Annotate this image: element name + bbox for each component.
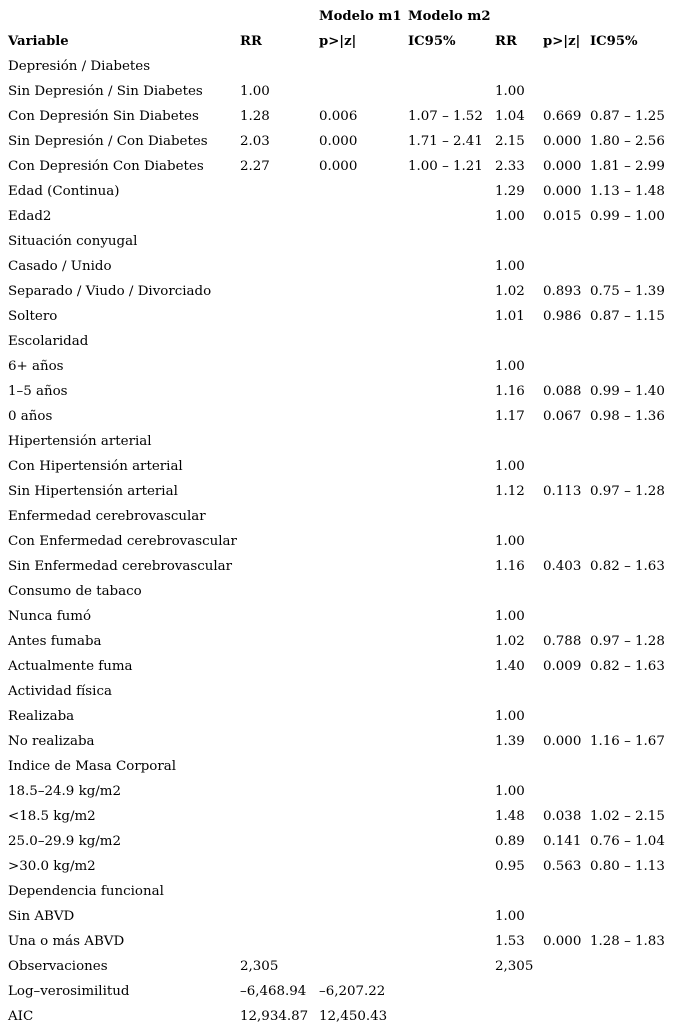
cell-rr-m2: 1.29 — [495, 184, 525, 199]
cell-rr-m2: 1.40 — [495, 659, 525, 674]
cell-ci-m2: 1.13 – 1.48 — [590, 184, 665, 199]
table-row — [0, 554, 677, 579]
cell-rr-m1: 2.27 — [240, 159, 270, 174]
model-header-row — [0, 4, 677, 29]
cell-p-m2: 0.000 — [543, 184, 582, 199]
cell-p-m2: 0.015 — [543, 209, 582, 224]
cell-ci-m2: 1.80 – 2.56 — [590, 134, 665, 149]
table-row — [0, 854, 677, 879]
cell-ci-m1: 1.71 – 2.41 — [408, 134, 483, 149]
cell-rr-m1: 2.03 — [240, 134, 270, 149]
cell-variable: Sin Enfermedad cerebrovascular — [8, 559, 233, 574]
cell-variable: Una o más ABVD — [8, 934, 125, 949]
cell-variable: Situación conyugal — [8, 234, 138, 249]
cell-rr-m2: 1.00 — [495, 609, 525, 624]
cell-p-m2: 0.141 — [543, 834, 582, 849]
cell-variable: Dependencia funcional — [8, 884, 164, 899]
table-row — [0, 354, 677, 379]
table-row — [0, 529, 677, 554]
col-p-m1: p>|z| — [319, 34, 357, 49]
table-row — [0, 929, 677, 954]
table-row — [0, 279, 677, 304]
cell-variable: 18.5–24.9 kg/m2 — [8, 784, 121, 799]
cell-rr-m2: 1.04 — [495, 109, 525, 124]
cell-p-m1: –6,207.22 — [319, 984, 386, 999]
table-row — [0, 879, 677, 904]
col-rr-m1: RR — [240, 34, 262, 49]
cell-variable: Consumo de tabaco — [8, 584, 142, 599]
cell-p-m2: 0.067 — [543, 409, 582, 424]
cell-ci-m2: 0.99 – 1.00 — [590, 209, 665, 224]
cell-ci-m2: 0.75 – 1.39 — [590, 284, 665, 299]
cell-rr-m2: 1.39 — [495, 734, 525, 749]
cell-p-m1: 12,450.43 — [319, 1009, 388, 1024]
table-row — [0, 829, 677, 854]
cell-ci-m2: 0.76 – 1.04 — [590, 834, 665, 849]
cell-rr-m2: 1.53 — [495, 934, 525, 949]
cell-variable: Con Depresión Con Diabetes — [8, 159, 204, 174]
cell-ci-m2: 0.87 – 1.15 — [590, 309, 665, 324]
table-row — [0, 1004, 677, 1029]
cell-p-m2: 0.000 — [543, 134, 582, 149]
cell-ci-m2: 0.98 – 1.36 — [590, 409, 665, 424]
cell-rr-m2: 1.00 — [495, 534, 525, 549]
cell-variable: Observaciones — [8, 959, 108, 974]
cell-variable: Indice de Masa Corporal — [8, 759, 177, 774]
cell-rr-m2: 1.00 — [495, 709, 525, 724]
cell-rr-m2: 1.02 — [495, 284, 525, 299]
table-row — [0, 754, 677, 779]
model-m2-label: Modelo m2 — [408, 9, 491, 24]
table-row — [0, 304, 677, 329]
table-row — [0, 329, 677, 354]
cell-variable: Con Hipertensión arterial — [8, 459, 183, 474]
table-row — [0, 954, 677, 979]
cell-variable: Separado / Viudo / Divorciado — [8, 284, 212, 299]
table-row — [0, 604, 677, 629]
cell-rr-m2: 2.33 — [495, 159, 525, 174]
cell-ci-m2: 0.97 – 1.28 — [590, 634, 665, 649]
cell-p-m2: 0.088 — [543, 384, 582, 399]
table-row — [0, 404, 677, 429]
cell-rr-m2: 1.02 — [495, 634, 525, 649]
cell-ci-m2: 0.97 – 1.28 — [590, 484, 665, 499]
table-row — [0, 454, 677, 479]
cell-variable: <18.5 kg/m2 — [8, 809, 96, 824]
table-row — [0, 979, 677, 1004]
table-row — [0, 429, 677, 454]
cell-p-m2: 0.038 — [543, 809, 582, 824]
col-p-m2: p>|z| — [543, 34, 581, 49]
table-row — [0, 704, 677, 729]
cell-rr-m2: 1.48 — [495, 809, 525, 824]
cell-rr-m2: 2.15 — [495, 134, 525, 149]
cell-rr-m2: 1.00 — [495, 84, 525, 99]
cell-variable: Soltero — [8, 309, 58, 324]
cell-ci-m2: 0.80 – 1.13 — [590, 859, 665, 874]
table-row — [0, 479, 677, 504]
table-row — [0, 629, 677, 654]
cell-p-m2: 0.403 — [543, 559, 582, 574]
cell-ci-m2: 0.87 – 1.25 — [590, 109, 665, 124]
table-row — [0, 904, 677, 929]
cell-variable: Sin Depresión / Sin Diabetes — [8, 84, 203, 99]
cell-rr-m2: 1.16 — [495, 384, 525, 399]
cell-rr-m2: 1.00 — [495, 259, 525, 274]
column-header-row — [0, 29, 677, 54]
cell-ci-m1: 1.07 – 1.52 — [408, 109, 483, 124]
cell-variable: Actualmente fuma — [8, 659, 133, 674]
cell-variable: Depresión / Diabetes — [8, 59, 151, 74]
table-row — [0, 804, 677, 829]
cell-rr-m1: 2,305 — [240, 959, 279, 974]
col-rr-m2: RR — [495, 34, 517, 49]
table-row — [0, 504, 677, 529]
cell-ci-m2: 0.82 – 1.63 — [590, 659, 665, 674]
cell-p-m2: 0.009 — [543, 659, 582, 674]
cell-ci-m2: 1.16 – 1.67 — [590, 734, 665, 749]
cell-ci-m2: 1.28 – 1.83 — [590, 934, 665, 949]
col-ci-m1: IC95% — [408, 34, 456, 49]
cell-rr-m2: 1.00 — [495, 459, 525, 474]
cell-variable: Realizaba — [8, 709, 75, 724]
cell-ci-m2: 1.81 – 2.99 — [590, 159, 665, 174]
table-row — [0, 779, 677, 804]
table-row — [0, 204, 677, 229]
cell-ci-m2: 0.82 – 1.63 — [590, 559, 665, 574]
cell-rr-m2: 1.12 — [495, 484, 525, 499]
cell-variable: No realizaba — [8, 734, 95, 749]
table-row — [0, 179, 677, 204]
cell-variable: 1–5 años — [8, 384, 68, 399]
cell-p-m2: 0.000 — [543, 734, 582, 749]
cell-rr-m2: 1.17 — [495, 409, 525, 424]
model-m1-label: Modelo m1 — [319, 9, 402, 24]
cell-p-m2: 0.000 — [543, 934, 582, 949]
cell-variable: 0 años — [8, 409, 53, 424]
table-row — [0, 579, 677, 604]
cell-p-m2: 0.669 — [543, 109, 582, 124]
cell-variable: Nunca fumó — [8, 609, 92, 624]
table-row — [0, 679, 677, 704]
cell-rr-m1: –6,468.94 — [240, 984, 307, 999]
table-row — [0, 129, 677, 154]
cell-variable: Enfermedad cerebrovascular — [8, 509, 206, 524]
table-row — [0, 229, 677, 254]
table-row — [0, 379, 677, 404]
cell-variable: Sin Depresión / Con Diabetes — [8, 134, 208, 149]
table-row — [0, 54, 677, 79]
cell-variable: Antes fumaba — [8, 634, 102, 649]
table-row — [0, 654, 677, 679]
cell-variable: Hipertensión arterial — [8, 434, 152, 449]
cell-rr-m2: 1.01 — [495, 309, 525, 324]
cell-p-m1: 0.000 — [319, 159, 358, 174]
table-row — [0, 79, 677, 104]
cell-p-m2: 0.986 — [543, 309, 582, 324]
cell-rr-m2: 1.00 — [495, 784, 525, 799]
cell-p-m2: 0.563 — [543, 859, 582, 874]
cell-p-m2: 0.113 — [543, 484, 582, 499]
cell-ci-m2: 1.02 – 2.15 — [590, 809, 665, 824]
cell-p-m2: 0.893 — [543, 284, 582, 299]
cell-variable: Edad2 — [8, 209, 52, 224]
cell-rr-m1: 1.00 — [240, 84, 270, 99]
cell-rr-m2: 1.00 — [495, 359, 525, 374]
cell-variable: Escolaridad — [8, 334, 89, 349]
cell-variable: Sin ABVD — [8, 909, 75, 924]
cell-variable: Con Enfermedad cerebrovascular — [8, 534, 237, 549]
table-row — [0, 254, 677, 279]
cell-rr-m1: 1.28 — [240, 109, 270, 124]
cell-rr-m1: 12,934.87 — [240, 1009, 309, 1024]
cell-variable: Sin Hipertensión arterial — [8, 484, 178, 499]
cell-p-m2: 0.788 — [543, 634, 582, 649]
cell-p-m1: 0.000 — [319, 134, 358, 149]
cell-ci-m2: 0.99 – 1.40 — [590, 384, 665, 399]
cell-variable: Casado / Unido — [8, 259, 112, 274]
cell-variable: 6+ años — [8, 359, 64, 374]
cell-rr-m2: 1.16 — [495, 559, 525, 574]
cell-variable: Con Depresión Sin Diabetes — [8, 109, 199, 124]
cell-p-m1: 0.006 — [319, 109, 358, 124]
cell-variable: Log–verosimilitud — [8, 984, 130, 999]
col-variable: Variable — [8, 34, 69, 49]
cell-rr-m2: 2,305 — [495, 959, 534, 974]
cell-variable: 25.0–29.9 kg/m2 — [8, 834, 121, 849]
cell-rr-m2: 0.95 — [495, 859, 525, 874]
cell-rr-m2: 1.00 — [495, 209, 525, 224]
table-row — [0, 154, 677, 179]
table-row — [0, 104, 677, 129]
cell-rr-m2: 0.89 — [495, 834, 525, 849]
cell-variable: Edad (Continua) — [8, 184, 120, 199]
table-row — [0, 729, 677, 754]
cell-p-m2: 0.000 — [543, 159, 582, 174]
cell-rr-m2: 1.00 — [495, 909, 525, 924]
cell-variable: >30.0 kg/m2 — [8, 859, 96, 874]
col-ci-m2: IC95% — [590, 34, 638, 49]
cell-variable: AIC — [8, 1009, 34, 1024]
cell-ci-m1: 1.00 – 1.21 — [408, 159, 483, 174]
cell-variable: Actividad física — [8, 684, 112, 699]
